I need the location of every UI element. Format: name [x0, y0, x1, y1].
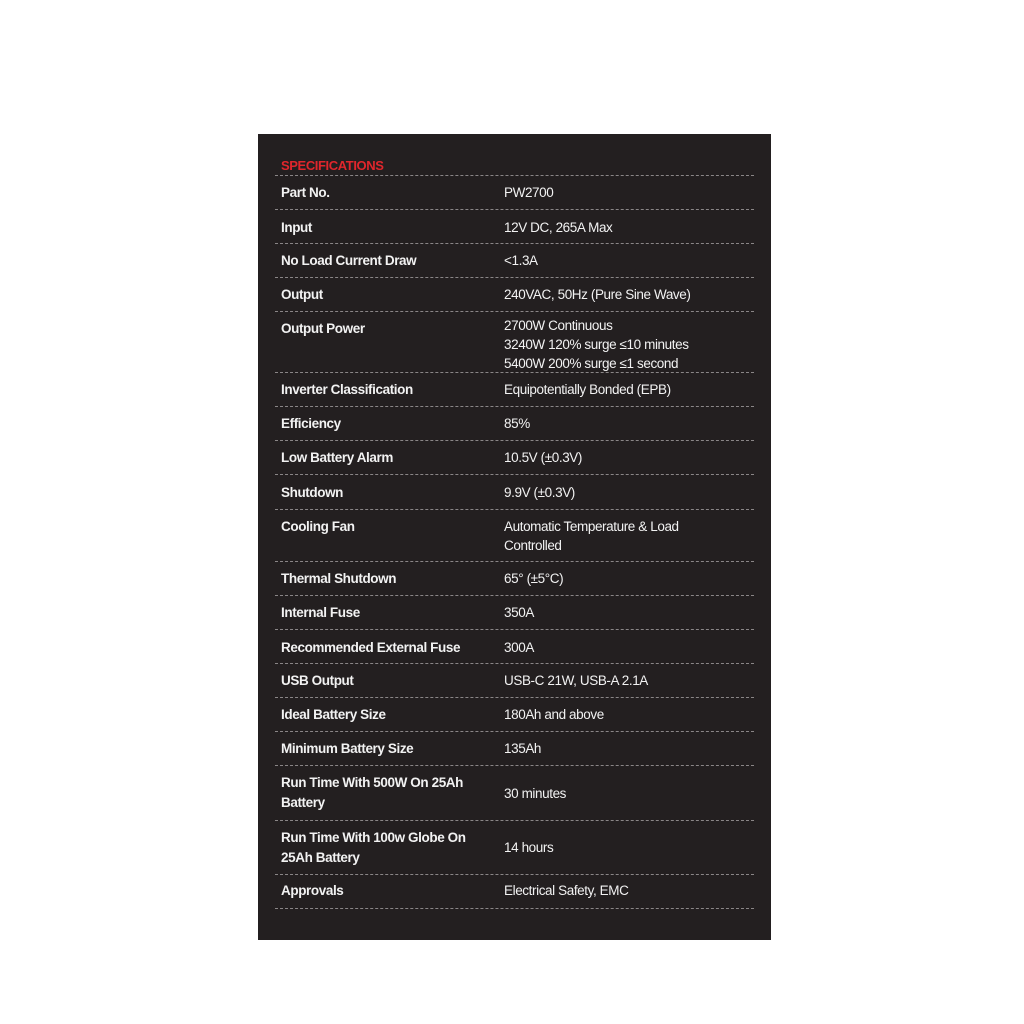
spec-value: 10.5V (±0.3V) — [504, 450, 583, 465]
spec-label: Cooling Fan — [281, 519, 355, 534]
spec-value: 9.9V (±0.3V) — [504, 485, 575, 500]
spec-label: Run Time With 100w Globe On 25Ah Battery — [281, 829, 466, 865]
spec-row — [275, 244, 754, 278]
spec-row — [275, 596, 754, 630]
spec-heading: SPECIFICATIONS — [281, 158, 384, 173]
spec-row — [275, 630, 754, 664]
spec-label: Output Power — [281, 321, 365, 336]
spec-row — [275, 664, 754, 698]
spec-value: 300A — [504, 640, 534, 655]
spec-row — [275, 766, 754, 821]
spec-value: 65° (±5°C) — [504, 571, 564, 586]
spec-label: Run Time With 500W On 25Ah Battery — [281, 775, 464, 810]
spec-value: PW2700 — [504, 185, 554, 200]
spec-row — [275, 373, 754, 407]
spec-label: Recommended External Fuse — [281, 640, 461, 655]
spec-row — [275, 407, 754, 441]
spec-row — [275, 698, 754, 732]
spec-value: Automatic Temperature & Load Controlled — [504, 519, 679, 553]
spec-label: Approvals — [281, 883, 344, 898]
spec-panel — [258, 134, 771, 940]
spec-value: Electrical Safety, EMC — [504, 883, 629, 898]
spec-row — [275, 510, 754, 562]
spec-row — [275, 732, 754, 766]
spec-value: Equipotentially Bonded (EPB) — [504, 382, 671, 397]
spec-value: 135Ah — [504, 741, 542, 756]
spec-label: Part No. — [281, 185, 330, 200]
spec-row — [275, 210, 754, 244]
spec-value: 12V DC, 265A Max — [504, 220, 613, 235]
spec-value: 30 minutes — [504, 785, 567, 801]
spec-value: <1.3A — [504, 253, 538, 268]
spec-label: Shutdown — [281, 485, 344, 500]
spec-value: 2700W Continuous 3240W 120% surge ≤10 minutes 5400W 200% surge ≤1 second — [504, 318, 689, 371]
spec-row — [275, 562, 754, 596]
spec-row — [275, 278, 754, 312]
spec-row — [275, 312, 754, 373]
spec-row — [275, 821, 754, 875]
spec-label: Internal Fuse — [281, 605, 360, 620]
spec-row — [275, 176, 754, 210]
spec-row — [275, 475, 754, 510]
spec-label: No Load Current Draw — [281, 253, 417, 268]
spec-value: USB-C 21W, USB-A 2.1A — [504, 673, 648, 688]
spec-label: USB Output — [281, 673, 354, 688]
spec-label: Output — [281, 287, 323, 302]
spec-value: 180Ah and above — [504, 707, 604, 722]
spec-value: 240VAC, 50Hz (Pure Sine Wave) — [504, 287, 691, 302]
spec-label: Minimum Battery Size — [281, 741, 414, 756]
spec-label: Ideal Battery Size — [281, 707, 386, 722]
spec-label: Input — [281, 220, 312, 235]
spec-row — [275, 875, 754, 909]
spec-value: 14 hours — [504, 840, 554, 855]
spec-label: Thermal Shutdown — [281, 571, 397, 586]
spec-label: Low Battery Alarm — [281, 450, 393, 465]
spec-value: 85% — [504, 416, 530, 431]
spec-row — [275, 441, 754, 475]
spec-label: Efficiency — [281, 416, 341, 431]
spec-value: 350A — [504, 605, 534, 620]
spec-label: Inverter Classification — [281, 382, 413, 397]
